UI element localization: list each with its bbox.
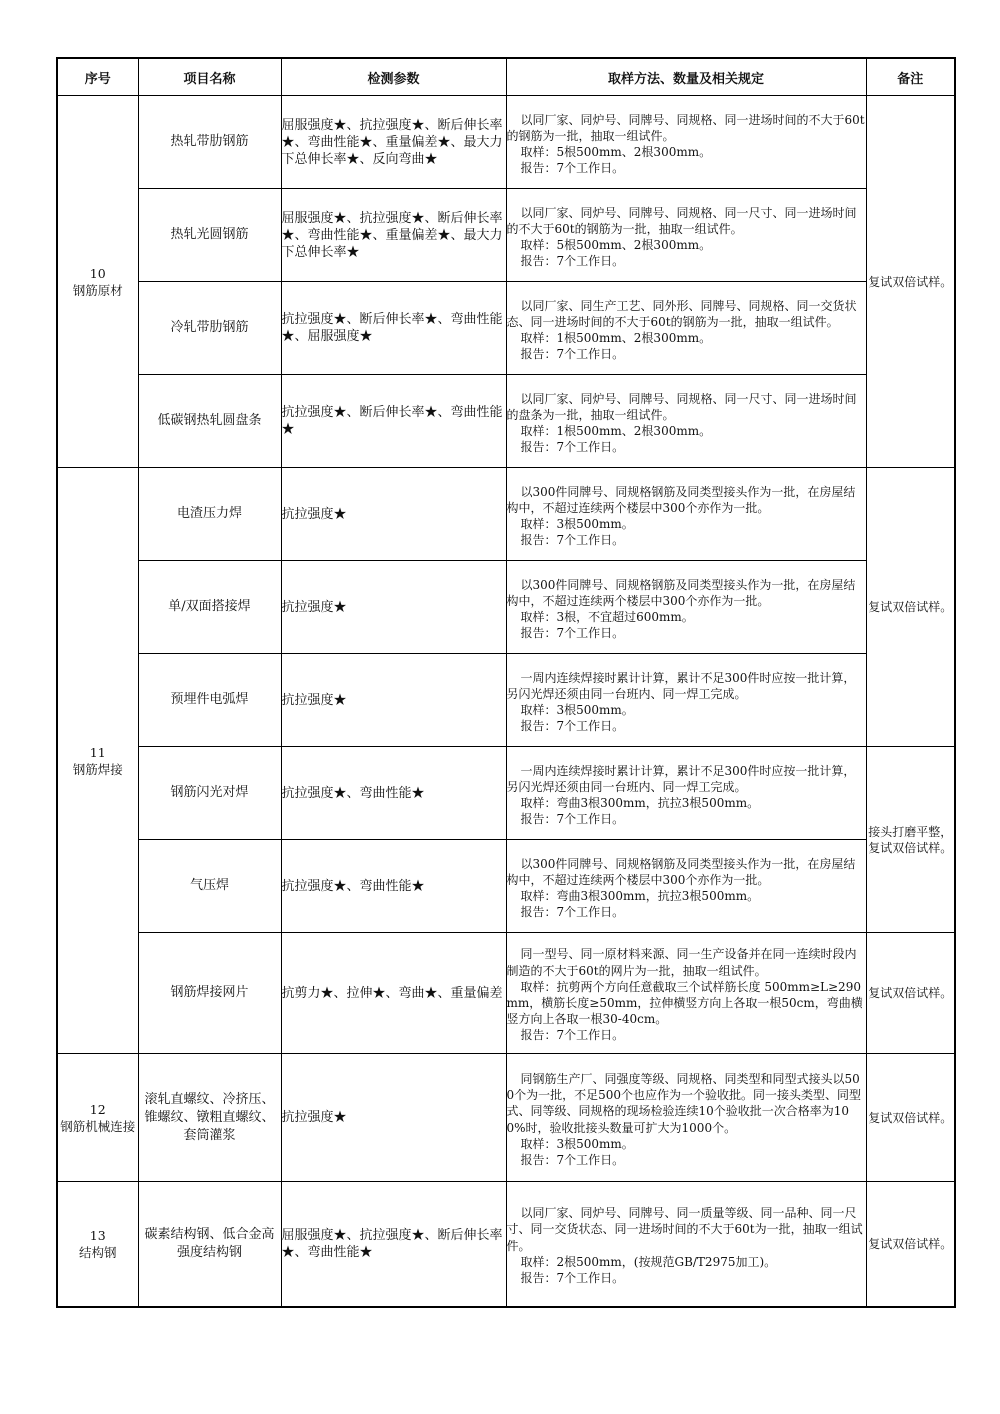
group-number: 12 — [89, 1101, 106, 1117]
method-report: 报告：7个工作日。 — [520, 347, 625, 362]
method-batch-rule: 以300件同牌号、同规格钢筋及同类型接头作为一批，在房屋结构中，不超过连续两个楼层中300个亦作为一批。 — [506, 856, 856, 887]
group-note: 复试双倍试样。 — [866, 96, 955, 468]
table-row — [57, 96, 955, 189]
item-method — [506, 654, 866, 747]
sampling-spec-table — [56, 57, 956, 1308]
item-params: 抗拉强度★、弯曲性能★ — [281, 747, 506, 840]
method-report: 报告：7个工作日。 — [520, 1152, 625, 1167]
item-method — [506, 561, 866, 654]
item-params: 屈服强度★、抗拉强度★、断后伸长率★、弯曲性能★ — [281, 1182, 506, 1307]
method-report: 报告：7个工作日。 — [520, 1028, 625, 1043]
method-sampling: 取样：弯曲3根300mm，抗拉3根500mm。 — [520, 796, 760, 810]
group-cell-13 — [57, 1182, 138, 1307]
method-report: 报告：7个工作日。 — [520, 905, 625, 920]
group-note: 接头打磨平整，复试双倍试样。 — [866, 747, 955, 933]
item-params: 抗拉强度★、断后伸长率★、弯曲性能★ — [281, 375, 506, 468]
item-name: 滚轧直螺纹、冷挤压、锥螺纹、镦粗直螺纹、套筒灌浆 — [138, 1054, 281, 1182]
item-method — [506, 747, 866, 840]
method-sampling: 取样：抗剪两个方向任意截取三个试样筋长度 500mm≥L≥290mm，横筋长度≥50mm，拉伸横竖方向上各取一根50cm，弯曲横竖方向上各取一根30-40cm。 — [506, 979, 863, 1027]
method-sampling: 取样：1根500mm、2根300mm。 — [520, 424, 712, 438]
item-params: 抗拉强度★ — [281, 561, 506, 654]
method-batch-rule: 以300件同牌号、同规格钢筋及同类型接头作为一批，在房屋结构中，不超过连续两个楼层中300个亦作为一批。 — [506, 484, 856, 515]
method-sampling: 取样：3根500mm。 — [520, 517, 634, 531]
group-cell-11 — [57, 468, 138, 1054]
item-params: 抗拉强度★ — [281, 654, 506, 747]
item-method — [506, 840, 866, 933]
table-row — [57, 933, 955, 1054]
item-name: 碳素结构钢、低合金高强度结构钢 — [138, 1182, 281, 1307]
method-batch-rule: 以300件同牌号、同规格钢筋及同类型接头作为一批，在房屋结构中，不超过连续两个楼层中300个亦作为一批。 — [506, 577, 856, 608]
group-name: 钢筋原材 — [72, 282, 123, 298]
method-report: 报告：7个工作日。 — [520, 1271, 625, 1286]
method-batch-rule: 以同厂家、同生产工艺、同外形、同牌号、同规格、同一交货状态、同一进场时间的不大于60t的钢筋为一批，抽取一组试件。 — [506, 298, 857, 329]
method-report: 报告：7个工作日。 — [520, 626, 625, 641]
item-method — [506, 1182, 866, 1307]
item-method — [506, 1054, 866, 1182]
item-name: 单/双面搭接焊 — [138, 561, 281, 654]
group-note: 复试双倍试样。 — [866, 1182, 955, 1307]
method-batch-rule: 一周内连续焊接时累计计算，累计不足300件时应按一批计算，另闪光焊还须由同一台班内、同一焊工完成。 — [506, 763, 856, 794]
header-test-params: 检测参数 — [281, 58, 506, 96]
method-sampling: 取样：3根，不宜超过600mm。 — [520, 610, 694, 624]
item-name: 预埋件电弧焊 — [138, 654, 281, 747]
group-cell-12 — [57, 1054, 138, 1182]
header-remarks: 备注 — [866, 58, 955, 96]
method-batch-rule: 以同厂家、同炉号、同牌号、同一质量等级、同一品种、同一尺寸、同一交货状态、同一进场时间的不大于60t为一批，抽取一组试件。 — [506, 1206, 863, 1253]
group-number: 13 — [89, 1227, 106, 1243]
method-sampling: 取样：2根500mm，(按规范GB/T2975加工)。 — [520, 1254, 777, 1269]
method-sampling: 取样：5根500mm、2根300mm。 — [520, 238, 712, 252]
group-note: 复试双倍试样。 — [866, 468, 955, 747]
item-name: 钢筋闪光对焊 — [138, 747, 281, 840]
item-name: 热轧带肋钢筋 — [138, 96, 281, 189]
item-params: 屈服强度★、抗拉强度★、断后伸长率★、弯曲性能★、重量偏差★、最大力下总伸长率★、反向弯曲★ — [281, 96, 506, 189]
item-params: 抗拉强度★ — [281, 1054, 506, 1182]
group-name: 钢筋焊接 — [72, 761, 123, 777]
method-sampling: 取样：弯曲3根300mm，抗拉3根500mm。 — [520, 889, 760, 903]
table-header-row — [57, 58, 955, 96]
item-params: 抗拉强度★、断后伸长率★、弯曲性能★、屈服强度★ — [281, 282, 506, 375]
method-sampling: 取样：3根500mm。 — [520, 703, 634, 717]
item-method — [506, 282, 866, 375]
item-name: 钢筋焊接网片 — [138, 933, 281, 1054]
item-method — [506, 468, 866, 561]
header-sampling-method: 取样方法、数量及相关规定 — [506, 58, 866, 96]
item-name: 热轧光圆钢筋 — [138, 189, 281, 282]
group-note: 复试双倍试样。 — [866, 1054, 955, 1182]
item-params: 屈服强度★、抗拉强度★、断后伸长率★、弯曲性能★、重量偏差★、最大力下总伸长率★ — [281, 189, 506, 282]
group-name: 结构钢 — [78, 1244, 117, 1260]
table-row — [57, 468, 955, 561]
item-name: 低碳钢热轧圆盘条 — [138, 375, 281, 468]
item-name: 气压焊 — [138, 840, 281, 933]
method-report: 报告：7个工作日。 — [520, 254, 625, 269]
item-params: 抗拉强度★、弯曲性能★ — [281, 840, 506, 933]
item-params: 抗拉强度★ — [281, 468, 506, 561]
header-item-name: 项目名称 — [138, 58, 281, 96]
method-report: 报告：7个工作日。 — [520, 812, 625, 827]
group-name: 钢筋机械连接 — [60, 1118, 136, 1134]
group-number: 11 — [89, 744, 106, 760]
table-row — [57, 189, 955, 282]
item-method — [506, 189, 866, 282]
method-sampling: 取样：1根500mm、2根300mm。 — [520, 331, 712, 345]
item-name: 电渣压力焊 — [138, 468, 281, 561]
method-batch-rule: 一周内连续焊接时累计计算，累计不足300件时应按一批计算，另闪光焊还须由同一台班内、同一焊工完成。 — [506, 670, 856, 701]
item-method — [506, 96, 866, 189]
table-row — [57, 282, 955, 375]
method-batch-rule: 以同厂家、同炉号、同牌号、同规格、同一尺寸、同一进场时间的不大于60t的钢筋为一批，抽取一组试件。 — [506, 205, 857, 236]
group-note: 复试双倍试样。 — [866, 933, 955, 1054]
method-sampling: 取样：5根500mm、2根300mm。 — [520, 145, 712, 159]
table-row — [57, 747, 955, 840]
method-report: 报告：7个工作日。 — [520, 533, 625, 548]
item-name: 冷轧带肋钢筋 — [138, 282, 281, 375]
method-sampling: 取样：3根500mm。 — [520, 1136, 634, 1151]
group-number: 10 — [89, 265, 106, 281]
item-params: 抗剪力★、拉伸★、弯曲★、重量偏差 — [281, 933, 506, 1054]
table-row — [57, 1054, 955, 1182]
table-row — [57, 1182, 955, 1307]
table-row — [57, 840, 955, 933]
table-row — [57, 654, 955, 747]
method-report: 报告：7个工作日。 — [520, 440, 625, 455]
method-batch-rule: 同一型号、同一原材料来源、同一生产设备并在同一连续时段内制造的不大于60t的网片为一批，抽取一组试件。 — [506, 947, 857, 978]
group-cell-10 — [57, 96, 138, 468]
table-row — [57, 561, 955, 654]
item-method — [506, 375, 866, 468]
method-report: 报告：7个工作日。 — [520, 719, 625, 734]
table-row — [57, 375, 955, 468]
method-batch-rule: 同钢筋生产厂、同强度等级、同规格、同类型和同型式接头以500个为一批，不足500个也应作为一个验收批。同一接头类型、同型式、同等级、同规格的现场检验连续10个验收批一次合格率为100%时，验收批接头数量可扩大为1000个。 — [506, 1071, 862, 1135]
method-batch-rule: 以同厂家、同炉号、同牌号、同规格、同一进场时间的不大于60t的钢筋为一批，抽取一组试件。 — [506, 112, 865, 143]
method-report: 报告：7个工作日。 — [520, 161, 625, 176]
method-batch-rule: 以同厂家、同炉号、同牌号、同规格、同一尺寸、同一进场时间的盘条为一批，抽取一组试件。 — [506, 391, 857, 422]
item-method — [506, 933, 866, 1054]
header-seq: 序号 — [57, 58, 138, 96]
